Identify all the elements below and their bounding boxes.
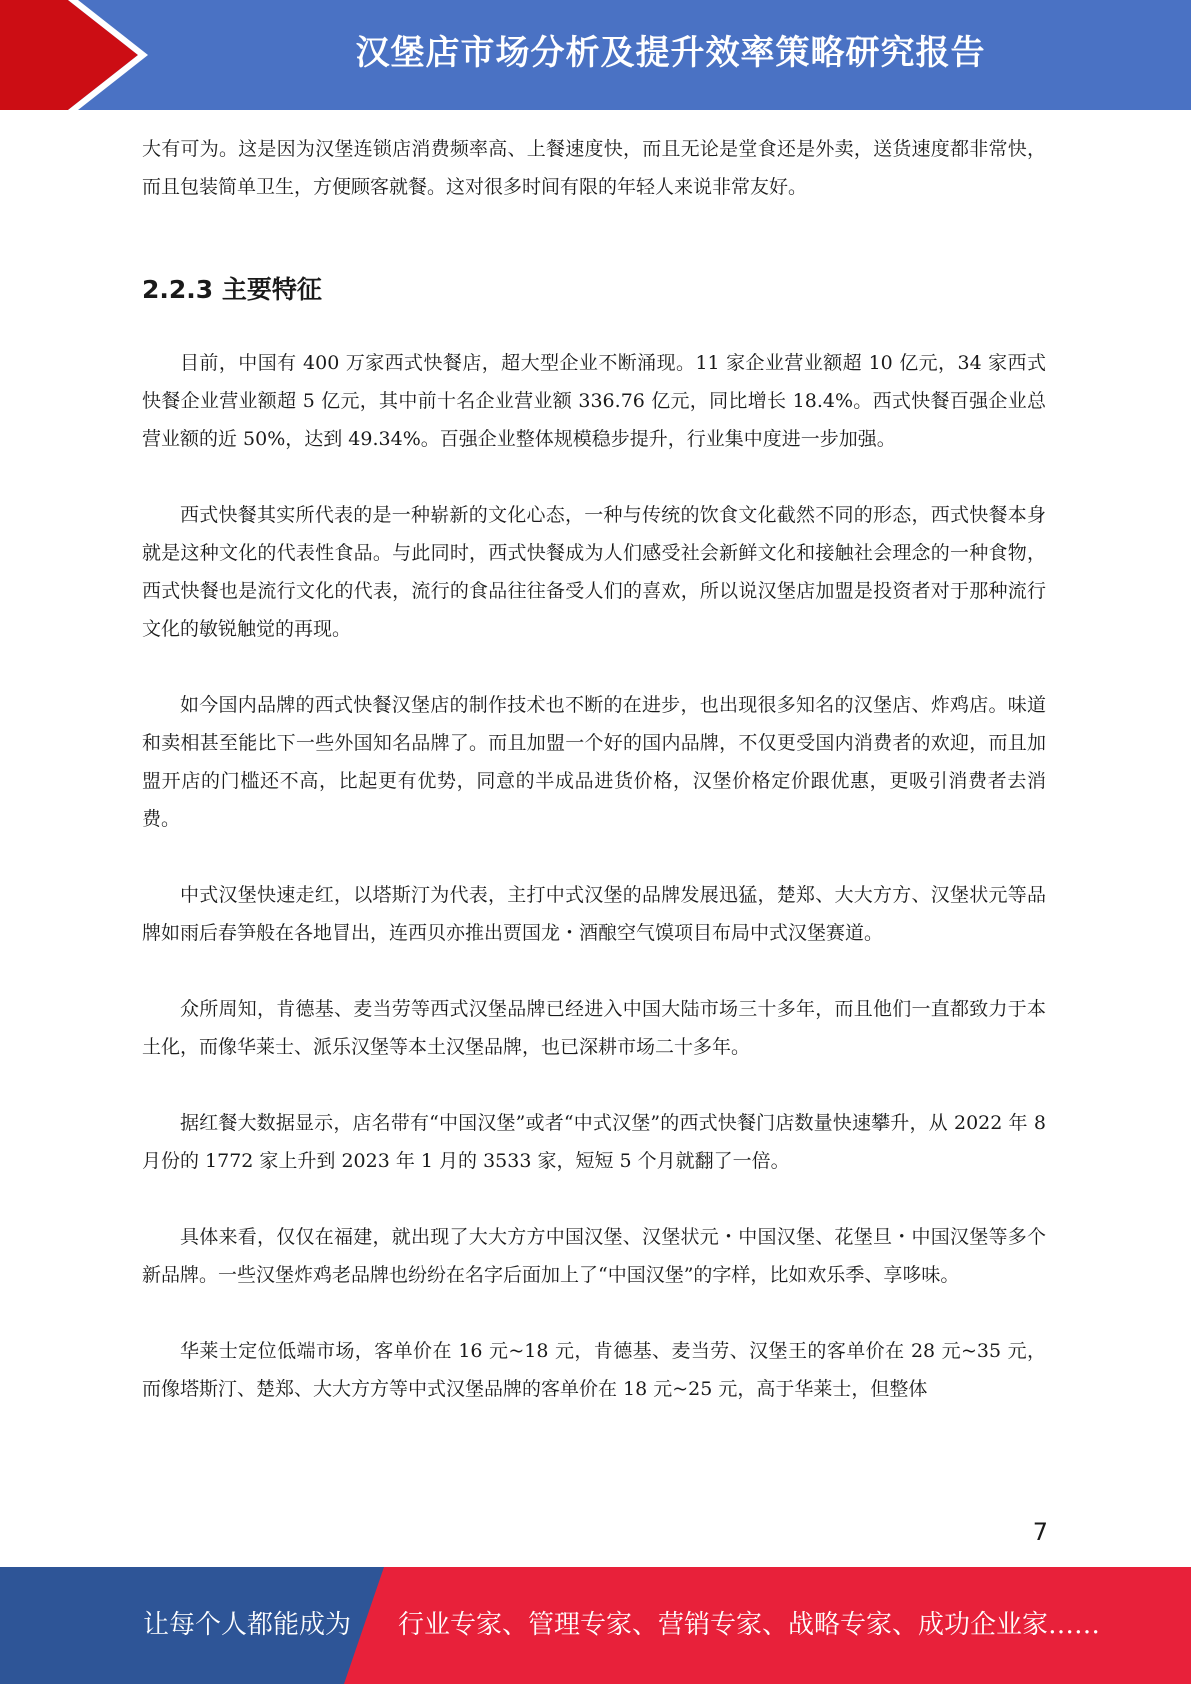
paragraph-culture: 西式快餐其实所代表的是一种崭新的文化心态，一种与传统的饮食文化截然不同的形态，西式快餐本身就是这种文化的代表性食品。与此同时，西式快餐成为人们感受社会新鲜文化和接触社会理念的一种食物，西式快餐也是流行文化的代表，流行的食品往往备受人们的喜欢，所以说汉堡店加盟是投资者对于那种流行文化的敏锐触觉的再现。 bbox=[142, 504, 1046, 640]
intro-paragraph: 大有可为。这是因为汉堡连锁店消费频率高、上餐速度快，而且无论是堂食还是外卖，送货速度都非常快，而且包装简单卫生，方便顾客就餐。这对很多时间有限的年轻人来说非常友好。 bbox=[142, 138, 1046, 198]
paragraph-chinese-burger: 中式汉堡快速走红，以塔斯汀为代表，主打中式汉堡的品牌发展迅猛，楚郑、大大方方、汉堡状元等品牌如雨后春笋般在各地冒出，连西贝亦推出贾国龙・酒酿空气馍项目布局中式汉堡赛道。 bbox=[142, 884, 1046, 944]
paragraph-store-data: 据红餐大数据显示，店名带有“中国汉堡”或者“中式汉堡”的西式快餐门店数量快速攀升，从 2022 年 8 月份的 1772 家上升到 2023 年 1 月的 3533 家，短短 5 个月就翻了一倍。 bbox=[142, 1112, 1046, 1172]
page-number: 7 bbox=[1032, 1518, 1048, 1546]
footer-slogan-right: 行业专家、管理专家、营销专家、战略专家、成功企业家…… bbox=[398, 1610, 1101, 1640]
paragraph-western-brands: 众所周知，肯德基、麦当劳等西式汉堡品牌已经进入中国大陆市场三十多年，而且他们一直都致力于本土化，而像华莱士、派乐汉堡等本土汉堡品牌，也已深耕市场二十多年。 bbox=[142, 998, 1046, 1058]
main-content bbox=[142, 130, 1046, 1408]
footer-slogan-left: 让每个人都能成为 bbox=[143, 1610, 352, 1640]
report-title: 汉堡店市场分析及提升效率策略研究报告 bbox=[355, 33, 986, 73]
section-heading: 2.2.3 主要特征 bbox=[142, 275, 322, 304]
paragraph-market-size: 目前，中国有 400 万家西式快餐店，超大型企业不断涌现。11 家企业营业额超 10 亿元，34 家西式快餐企业营业额超 5 亿元，其中前十名企业营业额 336.76 亿元，同比增长 18.4%。西式快餐百强企业总营业额的近 50%，达到 49.34%。百强企业整体规模稳步提升，行业集中度进一步加强。 bbox=[142, 352, 1046, 450]
paragraph-domestic-brands: 如今国内品牌的西式快餐汉堡店的制作技术也不断的在进步，也出现很多知名的汉堡店、炸鸡店。味道和卖相甚至能比下一些外国知名品牌了。而且加盟一个好的国内品牌，不仅更受国内消费者的欢迎，而且加盟开店的门槛还不高，比起更有优势，同意的半成品进货价格，汉堡价格定价跟优惠，更吸引消费者去消费。 bbox=[142, 694, 1046, 830]
paragraph-pricing: 华莱士定位低端市场，客单价在 16 元~18 元，肯德基、麦当劳、汉堡王的客单价在 28 元~35 元，而像塔斯汀、楚郑、大大方方等中式汉堡品牌的客单价在 18 元~25 元，高于华莱士，但整体 bbox=[142, 1340, 1046, 1400]
page-footer bbox=[0, 1567, 1191, 1684]
paragraph-fujian: 具体来看，仅仅在福建，就出现了大大方方中国汉堡、汉堡状元・中国汉堡、花堡旦・中国汉堡等多个新品牌。一些汉堡炸鸡老品牌也纷纷在名字后面加上了“中国汉堡”的字样，比如欢乐季、享哆味。 bbox=[142, 1226, 1046, 1286]
page-header bbox=[0, 0, 1191, 110]
